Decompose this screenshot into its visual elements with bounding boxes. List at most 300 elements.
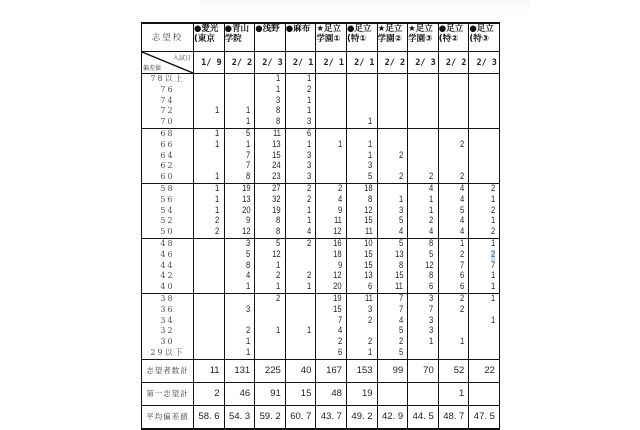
exam-date: 2/ 3 bbox=[255, 52, 286, 74]
deviation-labels bbox=[142, 128, 194, 183]
bullet-icon: ● bbox=[255, 24, 263, 34]
applicant-count: 7 bbox=[398, 292, 404, 304]
applicant-count: 1 bbox=[215, 138, 220, 150]
applicant-count: 12 bbox=[333, 270, 342, 282]
deviation-value-label: 38 bbox=[160, 293, 175, 303]
count-cell bbox=[438, 183, 469, 238]
deviation-value-label: 60 bbox=[160, 172, 175, 182]
total-value: 58. 6 bbox=[194, 405, 225, 429]
deviation-value-label: 70 bbox=[160, 117, 175, 127]
applicant-count: 15 bbox=[364, 248, 373, 260]
applicant-count: 2 bbox=[307, 237, 312, 249]
total-value: 70 bbox=[408, 359, 439, 382]
exam-date-row bbox=[142, 52, 500, 74]
count-cell bbox=[408, 183, 439, 238]
deviation-value-label: 48 bbox=[160, 238, 175, 248]
school-name-line2: (特② bbox=[438, 34, 459, 44]
deviation-value-label: 58 bbox=[160, 183, 175, 193]
count-cell bbox=[224, 74, 255, 129]
applicant-count: 4 bbox=[337, 325, 342, 337]
applicant-count: 2 bbox=[429, 171, 434, 183]
count-cell bbox=[255, 183, 286, 238]
applicant-count: 2 bbox=[337, 336, 342, 348]
applicant-count: 2 bbox=[307, 83, 312, 95]
applicant-count: 2 bbox=[398, 149, 404, 161]
total-value: 49. 2 bbox=[346, 405, 377, 429]
total-value: 47. 5 bbox=[469, 405, 500, 429]
applicant-count: 9 bbox=[245, 215, 251, 227]
count-cell bbox=[285, 74, 316, 129]
count-cell bbox=[408, 293, 439, 359]
applicant-count: 4 bbox=[460, 193, 465, 205]
total-value: 43. 7 bbox=[316, 405, 347, 429]
star-icon: ★ bbox=[377, 24, 386, 34]
applicant-count: 5 bbox=[429, 248, 434, 260]
school-header-7 bbox=[377, 23, 408, 52]
applicant-count: 2 bbox=[368, 314, 373, 326]
school-name-line1: 青山 bbox=[232, 24, 250, 34]
applicant-count: 1 bbox=[245, 116, 251, 128]
deviation-value-label: 40 bbox=[160, 282, 175, 292]
total-value: 40 bbox=[285, 359, 316, 382]
applicant-count: 13 bbox=[394, 248, 404, 260]
applicant-count: 2 bbox=[490, 248, 495, 260]
total-value: 59. 2 bbox=[255, 405, 286, 429]
deviation-labels bbox=[142, 183, 194, 238]
total-value: 91 bbox=[255, 382, 286, 405]
count-cell bbox=[316, 74, 347, 129]
applicant-count: 12 bbox=[425, 259, 434, 271]
applicant-count: 2 bbox=[460, 303, 465, 315]
applicant-count: 11 bbox=[364, 226, 373, 238]
exam-date: 2/ 3 bbox=[469, 52, 500, 74]
applicant-count: 8 bbox=[429, 237, 434, 249]
applicant-count: 1 bbox=[307, 204, 312, 216]
applicant-count: 6 bbox=[337, 346, 342, 358]
school-name-line1: 足立 bbox=[476, 24, 494, 34]
applicant-count: 3 bbox=[429, 325, 434, 337]
applicant-count: 2 bbox=[490, 182, 495, 194]
count-cell bbox=[346, 74, 377, 129]
count-cell bbox=[408, 74, 439, 129]
applicant-count: 1 bbox=[490, 237, 495, 249]
school-name-line1: 足立 bbox=[385, 24, 403, 34]
applicant-count: 11 bbox=[395, 281, 404, 293]
applicant-count: 2 bbox=[276, 292, 281, 304]
applicant-count: 1 bbox=[245, 336, 251, 348]
exam-date: 2/ 2 bbox=[224, 52, 255, 74]
applicant-count: 23 bbox=[272, 171, 281, 183]
deviation-labels bbox=[142, 238, 194, 293]
total-value: 52 bbox=[438, 359, 469, 382]
applicant-count: 1 bbox=[490, 270, 495, 282]
school-name-line2: 学院 bbox=[224, 34, 242, 44]
count-cell bbox=[469, 128, 500, 183]
applicant-count: 19 bbox=[333, 292, 342, 304]
applicant-count: 3 bbox=[307, 116, 312, 128]
count-cell bbox=[285, 183, 316, 238]
deviation-label: 偏差値 bbox=[143, 65, 162, 72]
applicant-count: 1 bbox=[307, 281, 312, 293]
school-header-8 bbox=[408, 23, 439, 52]
applicant-count: 1 bbox=[368, 116, 373, 128]
count-cell bbox=[408, 238, 439, 293]
total-value: 46 bbox=[224, 382, 255, 405]
applicant-count: 2 bbox=[398, 171, 404, 183]
applicant-count: 4 bbox=[429, 182, 434, 194]
applicant-count: 2 bbox=[307, 193, 312, 205]
applicant-count: 5 bbox=[398, 237, 404, 249]
applicant-count: 15 bbox=[333, 303, 342, 315]
deviation-value-label: 74 bbox=[160, 95, 175, 105]
applicant-count: 3 bbox=[368, 160, 373, 172]
applicant-count: 7 bbox=[245, 160, 251, 172]
count-cell bbox=[316, 238, 347, 293]
exam-date: 2/ 1 bbox=[346, 52, 377, 74]
applicant-count: 2 bbox=[276, 270, 281, 282]
count-cell bbox=[377, 293, 408, 359]
applicant-count: 1 bbox=[245, 138, 251, 150]
star-icon: ★ bbox=[408, 24, 416, 34]
applicant-count: 16 bbox=[333, 237, 342, 249]
total-value bbox=[469, 382, 500, 405]
header-label: 志望校 bbox=[142, 23, 194, 52]
applicant-count: 24 bbox=[272, 160, 281, 172]
count-cell bbox=[377, 128, 408, 183]
total-value: 99 bbox=[377, 359, 408, 382]
bullet-icon: ● bbox=[285, 24, 294, 34]
total-value: 19 bbox=[346, 382, 377, 405]
applicant-count: 2 bbox=[398, 336, 404, 348]
total-value: 54. 3 bbox=[224, 405, 255, 429]
applicant-count: 1 bbox=[276, 281, 281, 293]
school-header-10 bbox=[469, 23, 500, 52]
applicant-count: 1 bbox=[490, 292, 495, 304]
school-header-9 bbox=[438, 23, 469, 52]
applicant-count: 1 bbox=[429, 193, 434, 205]
deviation-value-label: 76 bbox=[160, 84, 175, 94]
applicant-count: 3 bbox=[307, 160, 312, 172]
count-cell bbox=[438, 238, 469, 293]
count-cell bbox=[285, 293, 316, 359]
applicant-count: 18 bbox=[364, 182, 373, 194]
count-cell bbox=[255, 293, 286, 359]
applicant-count: 7 bbox=[429, 303, 434, 315]
applicant-count: 1 bbox=[245, 105, 251, 117]
applicant-count: 4 bbox=[429, 226, 434, 238]
applicant-count: 8 bbox=[245, 171, 251, 183]
school-name-line2: (特① bbox=[346, 34, 367, 44]
applicant-count: 13 bbox=[241, 193, 251, 205]
count-cell bbox=[469, 183, 500, 238]
applicant-count: 1 bbox=[490, 215, 495, 227]
count-cell bbox=[224, 183, 255, 238]
count-cell bbox=[255, 238, 286, 293]
deviation-value-label: 44 bbox=[160, 260, 175, 270]
count-cell bbox=[194, 74, 225, 129]
applicant-count: 1 bbox=[276, 259, 281, 271]
applicant-count: 3 bbox=[276, 94, 281, 106]
count-cell bbox=[224, 293, 255, 359]
total-value: 60. 7 bbox=[285, 405, 316, 429]
deviation-value-label: 54 bbox=[160, 205, 175, 215]
applicant-count: 15 bbox=[364, 215, 373, 227]
total-value bbox=[408, 382, 439, 405]
count-cell bbox=[346, 183, 377, 238]
count-cell bbox=[469, 238, 500, 293]
count-cell bbox=[469, 293, 500, 359]
applicant-count: 3 bbox=[245, 303, 251, 315]
applicant-count: 7 bbox=[398, 303, 404, 315]
count-cell bbox=[224, 128, 255, 183]
deviation-value-label: 29以下 bbox=[150, 347, 185, 357]
total-value: 15 bbox=[285, 382, 316, 405]
count-cell bbox=[316, 128, 347, 183]
applicant-count: 1 bbox=[460, 237, 465, 249]
applicant-count: 6 bbox=[460, 281, 465, 293]
deviation-value-label: 72 bbox=[160, 106, 175, 116]
applicant-count: 7 bbox=[337, 314, 342, 326]
deviation-value-label: 34 bbox=[160, 315, 175, 325]
count-cell bbox=[194, 128, 225, 183]
applicant-count: 1 bbox=[307, 94, 312, 106]
applicant-count: 4 bbox=[337, 193, 342, 205]
applicant-count: 1 bbox=[368, 138, 373, 150]
totals-row-3 bbox=[142, 405, 500, 429]
total-value: 225 bbox=[255, 359, 286, 382]
school-header-5 bbox=[316, 23, 347, 52]
applicant-count: 2 bbox=[460, 171, 465, 183]
applicant-count: 3 bbox=[307, 171, 312, 183]
bullet-icon: ● bbox=[346, 24, 355, 34]
total-value: 48 bbox=[316, 382, 347, 405]
count-cell bbox=[285, 238, 316, 293]
applicant-count: 5 bbox=[398, 215, 404, 227]
applicant-count: 12 bbox=[333, 226, 342, 238]
applicant-count: 2 bbox=[215, 226, 220, 238]
applicant-count: 2 bbox=[337, 182, 342, 194]
applicant-count: 1 bbox=[215, 204, 220, 216]
school-header-6 bbox=[346, 23, 377, 52]
applicant-count: 7 bbox=[245, 149, 251, 161]
count-cell bbox=[194, 183, 225, 238]
deviation-value-label: 64 bbox=[160, 150, 175, 160]
applicant-count: 2 bbox=[368, 336, 373, 348]
applicant-count: 4 bbox=[460, 226, 465, 238]
total-value: 44. 5 bbox=[408, 405, 439, 429]
count-cell bbox=[255, 74, 286, 129]
applicant-count: 12 bbox=[241, 226, 251, 238]
applicant-count: 1 bbox=[307, 105, 312, 117]
applicant-count: 8 bbox=[245, 259, 251, 271]
count-cell bbox=[469, 74, 500, 129]
school-header-row bbox=[142, 23, 500, 52]
applicant-count: 5 bbox=[398, 346, 404, 358]
applicant-count: 11 bbox=[364, 292, 373, 304]
applicant-count: 1 bbox=[490, 281, 495, 293]
deviation-block-4 bbox=[142, 238, 500, 293]
applicant-count: 3 bbox=[368, 303, 373, 315]
applicant-count: 1 bbox=[490, 314, 495, 326]
school-name-line2: (東京 bbox=[194, 34, 215, 44]
deviation-value-label: 56 bbox=[160, 194, 175, 204]
applicant-count: 2 bbox=[215, 215, 220, 227]
applicant-count: 1 bbox=[307, 73, 312, 84]
applicant-count: 18 bbox=[333, 248, 342, 260]
school-name-line1: 足立 bbox=[354, 24, 372, 34]
applicant-count: 4 bbox=[460, 182, 465, 194]
applicant-count: 1 bbox=[276, 325, 281, 337]
school-name-line1: 足立 bbox=[446, 24, 464, 34]
school-name-line1: 足立 bbox=[415, 24, 433, 34]
applicant-count: 19 bbox=[272, 204, 281, 216]
applicant-count: 6 bbox=[460, 270, 465, 282]
applicant-count: 5 bbox=[368, 171, 373, 183]
count-cell bbox=[346, 128, 377, 183]
count-cell bbox=[346, 238, 377, 293]
total-value: 42. 9 bbox=[377, 405, 408, 429]
bullet-icon: ● bbox=[469, 24, 477, 34]
applicant-count: 2 bbox=[460, 248, 465, 260]
applicant-count: 9 bbox=[337, 204, 342, 216]
count-cell bbox=[408, 128, 439, 183]
applicant-count: 13 bbox=[364, 270, 373, 282]
applicant-count: 6 bbox=[429, 281, 434, 293]
total-value: 11 bbox=[194, 359, 225, 382]
applicant-count: 5 bbox=[460, 204, 465, 216]
count-cell bbox=[377, 74, 408, 129]
total-value: 131 bbox=[224, 359, 255, 382]
applicant-count: 3 bbox=[398, 204, 404, 216]
count-cell bbox=[285, 128, 316, 183]
count-cell bbox=[377, 238, 408, 293]
applicant-count: 13 bbox=[272, 138, 281, 150]
applicant-count: 8 bbox=[398, 259, 404, 271]
count-cell bbox=[316, 293, 347, 359]
applicant-count: 1 bbox=[307, 138, 312, 150]
applicant-count: 15 bbox=[394, 270, 404, 282]
applicant-count: 8 bbox=[429, 270, 434, 282]
applicant-count: 8 bbox=[276, 215, 281, 227]
total-value: 167 bbox=[316, 359, 347, 382]
top-fade bbox=[200, 0, 530, 14]
school-name-line1: 浅野 bbox=[262, 24, 280, 34]
count-cell bbox=[438, 128, 469, 183]
applicant-count: 2 bbox=[307, 182, 312, 194]
school-header-4 bbox=[285, 23, 316, 52]
applicant-count: 2 bbox=[490, 204, 495, 216]
applicant-count: 2 bbox=[307, 270, 312, 282]
totals-row-2 bbox=[142, 382, 500, 405]
exam-date: 2/ 2 bbox=[438, 52, 469, 74]
school-header-3 bbox=[255, 23, 286, 52]
applicant-count: 11 bbox=[272, 127, 281, 139]
applicant-count: 19 bbox=[241, 182, 251, 194]
exam-date: 2/ 1 bbox=[316, 52, 347, 74]
bullet-icon: ● bbox=[224, 24, 233, 34]
applicant-count: 5 bbox=[245, 248, 251, 260]
applicant-count: 2 bbox=[460, 138, 465, 150]
exam-date: 2/ 2 bbox=[377, 52, 408, 74]
applicant-count: 10 bbox=[364, 237, 373, 249]
total-value: 22 bbox=[469, 359, 500, 382]
deviation-value-label: 32 bbox=[160, 326, 175, 336]
deviation-labels bbox=[142, 74, 194, 129]
totals-label: 平均偏差値 bbox=[142, 405, 194, 429]
applicant-count: 1 bbox=[429, 336, 434, 348]
applicant-count: 9 bbox=[337, 259, 342, 271]
applicant-count: 1 bbox=[337, 138, 342, 150]
applicant-count: 7 bbox=[460, 259, 465, 271]
exam-date: 2/ 1 bbox=[285, 52, 316, 74]
applicant-count: 8 bbox=[276, 116, 281, 128]
school-name-line2: (特③ bbox=[469, 34, 489, 44]
school-name-line2: 学園③ bbox=[408, 34, 433, 44]
applicant-count: 1 bbox=[215, 182, 220, 194]
school-header-1 bbox=[194, 23, 225, 52]
diagonal-header-cell bbox=[142, 52, 194, 74]
applicant-count: 6 bbox=[307, 127, 312, 139]
deviation-value-label: 52 bbox=[160, 216, 175, 226]
applicant-count: 2 bbox=[245, 325, 251, 337]
applicant-count: 1 bbox=[429, 204, 434, 216]
applicant-count: 4 bbox=[307, 226, 312, 238]
totals-label: 第一志望計 bbox=[142, 382, 194, 405]
applicant-count: 4 bbox=[460, 215, 465, 227]
school-name-line2: 学園② bbox=[377, 34, 402, 44]
bullet-icon: ● bbox=[438, 24, 447, 34]
count-cell bbox=[194, 238, 225, 293]
applicant-count: 20 bbox=[241, 204, 251, 216]
applicant-count: 1 bbox=[307, 215, 312, 227]
applicant-count: 4 bbox=[398, 226, 404, 238]
total-value: 2 bbox=[194, 382, 225, 405]
applicant-count: 1 bbox=[276, 83, 281, 95]
school-name-line1: 愛光 bbox=[201, 24, 219, 34]
applicant-count: 1 bbox=[398, 193, 404, 205]
applicant-count: 4 bbox=[245, 270, 251, 282]
school-name-line1: 足立 bbox=[324, 24, 342, 34]
applicant-count: 1 bbox=[307, 325, 312, 337]
deviation-labels bbox=[142, 293, 194, 359]
applicant-count: 2 bbox=[429, 215, 434, 227]
applicant-count: 5 bbox=[245, 127, 251, 139]
applicant-count: 5 bbox=[398, 325, 404, 337]
deviation-value-label: 42 bbox=[160, 271, 175, 281]
exam-date: 2/ 3 bbox=[408, 52, 439, 74]
applicant-count: 8 bbox=[276, 226, 281, 238]
school-name-line2: 学園① bbox=[316, 34, 341, 44]
applicant-count: 11 bbox=[334, 215, 342, 227]
count-cell bbox=[346, 293, 377, 359]
applicant-count: 2 bbox=[490, 226, 495, 238]
bullet-icon: ● bbox=[194, 24, 202, 34]
applicant-count: 12 bbox=[272, 248, 281, 260]
applicant-count: 27 bbox=[272, 182, 281, 194]
applicant-count: 1 bbox=[490, 193, 495, 205]
count-cell bbox=[438, 293, 469, 359]
deviation-value-label: 50 bbox=[160, 227, 175, 237]
applicant-count: 15 bbox=[272, 149, 281, 161]
total-value: 1 bbox=[438, 382, 469, 405]
deviation-value-label: 30 bbox=[160, 337, 175, 347]
applicant-count: 1 bbox=[276, 73, 281, 84]
exam-date-label: 入試日 bbox=[172, 55, 191, 62]
school-header-2 bbox=[224, 23, 255, 52]
count-cell bbox=[194, 293, 225, 359]
applicant-count: 3 bbox=[307, 149, 312, 161]
applicant-count: 1 bbox=[215, 105, 220, 117]
